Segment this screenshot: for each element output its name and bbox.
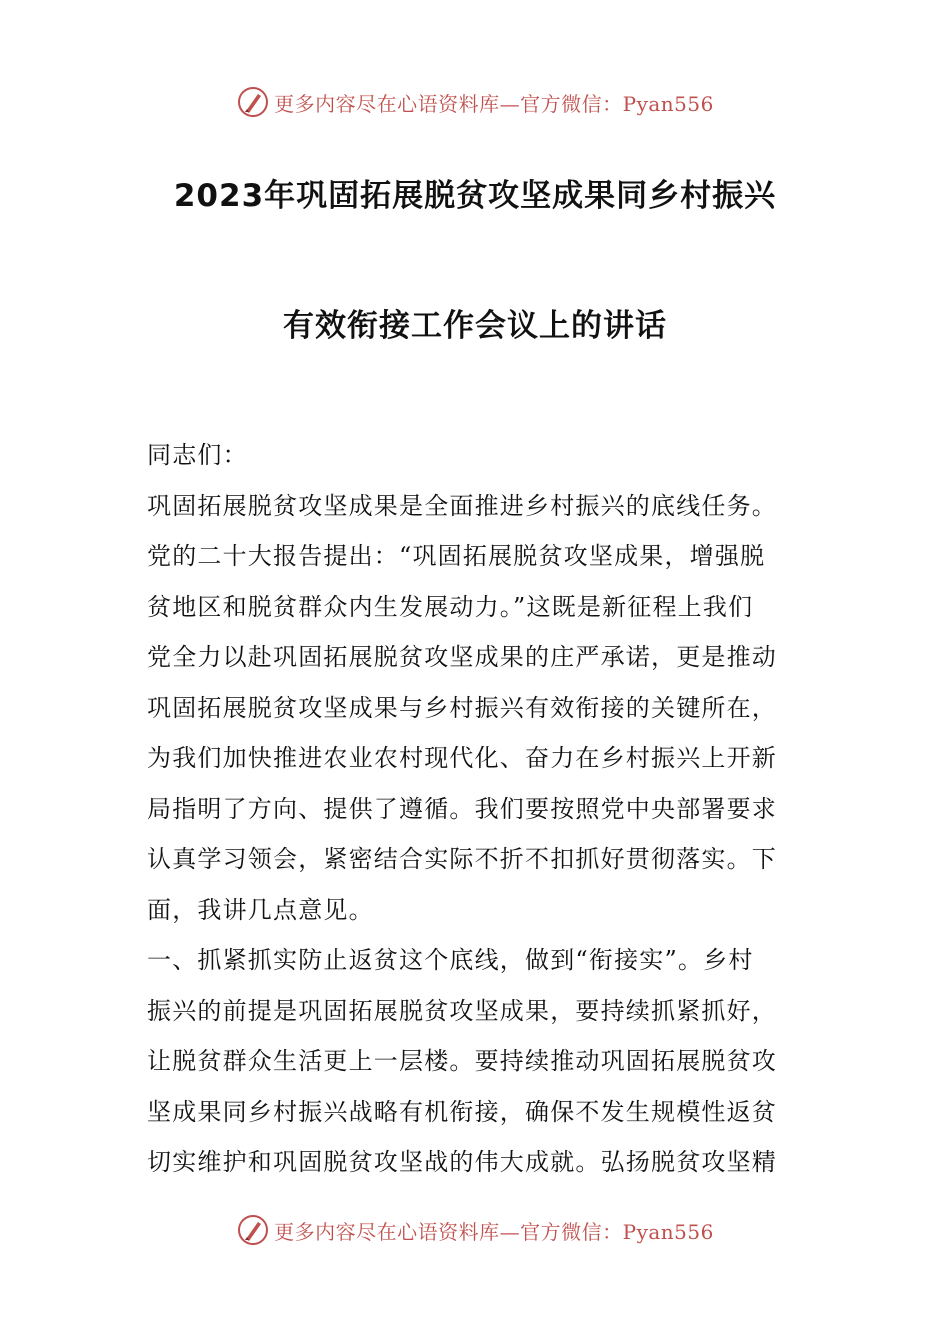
body-line: 让脱贫群众生活更上一层楼。要持续推动巩固拓展脱贫攻 [147,1047,777,1075]
body-line: 一、抓紧抓实防止返贫这个底线，做到“衔接实”。乡村 [147,946,754,974]
pen-logo-icon [236,1213,270,1247]
body-line: 党的二十大报告提出：“巩固拓展脱贫攻坚成果，增强脱 [147,542,766,570]
body-line: 坚成果同乡村振兴战略有机衔接，确保不发生规模性返贫 [147,1097,777,1126]
body-line: 面，我讲几点意见。 [147,895,374,924]
body-line: 巩固拓展脱贫攻坚成果与乡村振兴有效衔接的关键所在， [147,693,777,722]
body-line: 振兴的前提是巩固拓展脱贫攻坚成果，要持续抓紧抓好， [147,996,777,1025]
title-line-2: 有效衔接工作会议上的讲话 [283,308,667,344]
body-line: 同志们： [147,441,248,469]
header-banner-text: 更多内容尽在心语资料库—官方微信：Pyan556 [274,91,714,116]
pen-logo-icon [236,85,270,119]
body-text [147,430,807,1188]
footer-banner [0,1208,950,1252]
body-line: 贫地区和脱贫群众内生发展动力。”这既是新征程上我们 [147,592,754,621]
body-line: 巩固拓展脱贫攻坚成果是全面推进乡村振兴的底线任务。 [147,491,777,520]
body-line: 局指明了方向、提供了遵循。我们要按照党中央部署要求 [147,794,777,823]
body-line: 切实维护和巩固脱贫攻坚战的伟大成就。弘扬脱贫攻坚精 [147,1148,777,1176]
header-banner [0,80,950,124]
body-line: 为我们加快推进农业农村现代化、奋力在乡村振兴上开新 [147,744,777,772]
footer-banner-text: 更多内容尽在心语资料库—官方微信：Pyan556 [274,1219,714,1244]
title-line-1: 2023年巩固拓展脱贫攻坚成果同乡村振兴 [173,178,777,214]
body-line: 党全力以赴巩固拓展脱贫攻坚成果的庄严承诺，更是推动 [147,643,777,671]
body-line: 认真学习领会，紧密结合实际不折不扣抓好贯彻落实。下 [147,845,777,873]
